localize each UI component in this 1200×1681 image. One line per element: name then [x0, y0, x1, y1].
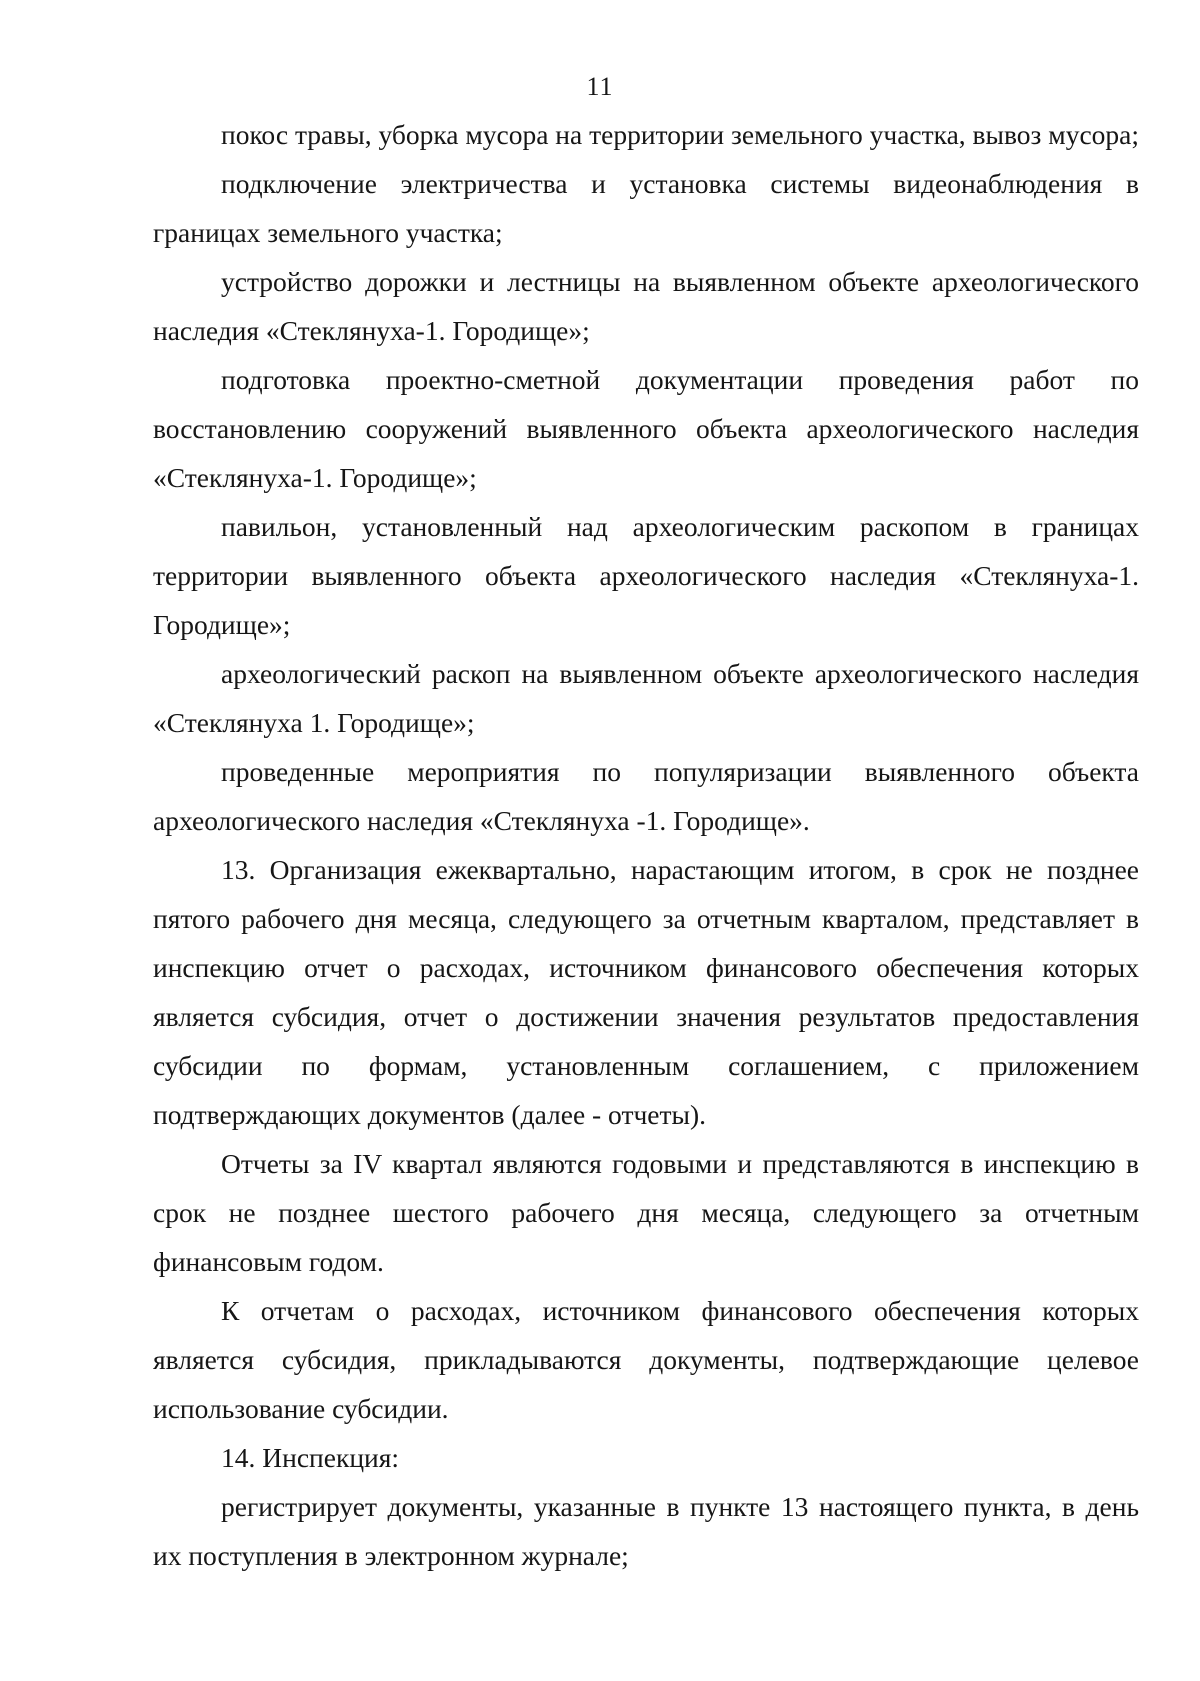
- document-body: [153, 110, 1139, 1580]
- paragraph-annual-reports: Отчеты за IV квартал являются годовыми и представляются в инспекцию в срок не позднее шестого рабочего дня месяца, следующего за отчетным финансовым годом.: [153, 1148, 1139, 1277]
- paragraph-path-stairs: устройство дорожки и лестницы на выявленном объекте археологического наследия «Стеклянуха-1. Городище»;: [153, 266, 1139, 346]
- paragraph-report-attachments: К отчетам о расходах, источником финансового обеспечения которых является субсидия, прикладываются документы, подтверждающие целевое использование субсидии.: [153, 1295, 1139, 1424]
- paragraph-item-13: 13. Организация ежеквартально, нарастающим итогом, в срок не позднее пятого рабочего дня месяца, следующего за отчетным кварталом, представляет в инспекцию отчет о расходах, источником финансового обеспечения которых является субсидия, отчет о достижении значения результатов предоставления субсидии по формам, установленным соглашением, с приложением подтверждающих документов (далее - отчеты).: [153, 854, 1139, 1130]
- paragraph-pavilion: павильон, установленный над археологическим раскопом в границах территории выявленного объекта археологического наследия «Стеклянуха-1. Городище»;: [153, 511, 1139, 640]
- paragraph-grass-mowing: покос травы, уборка мусора на территории земельного участка, вывоз мусора;: [221, 119, 1140, 150]
- paragraph-registration: регистрирует документы, указанные в пункте 13 настоящего пункта, в день их поступления в электронном журнале;: [153, 1491, 1139, 1571]
- paragraph-item-14: 14. Инспекция:: [221, 1442, 400, 1473]
- paragraph-electricity-video: подключение электричества и установка системы видеонаблюдения в границах земельного участка;: [153, 168, 1139, 248]
- paragraph-excavation: археологический раскоп на выявленном объекте археологического наследия «Стеклянуха 1. Городище»;: [153, 658, 1139, 738]
- page-number: 11: [586, 72, 614, 101]
- paragraph-popularization: проведенные мероприятия по популяризации выявленного объекта археологического наследия «Стеклянуха -1. Городище».: [153, 756, 1139, 836]
- paragraph-design-documentation: подготовка проектно-сметной документации проведения работ по восстановлению сооружений выявленного объекта археологического наследия «Стеклянуха-1. Городище»;: [153, 364, 1139, 493]
